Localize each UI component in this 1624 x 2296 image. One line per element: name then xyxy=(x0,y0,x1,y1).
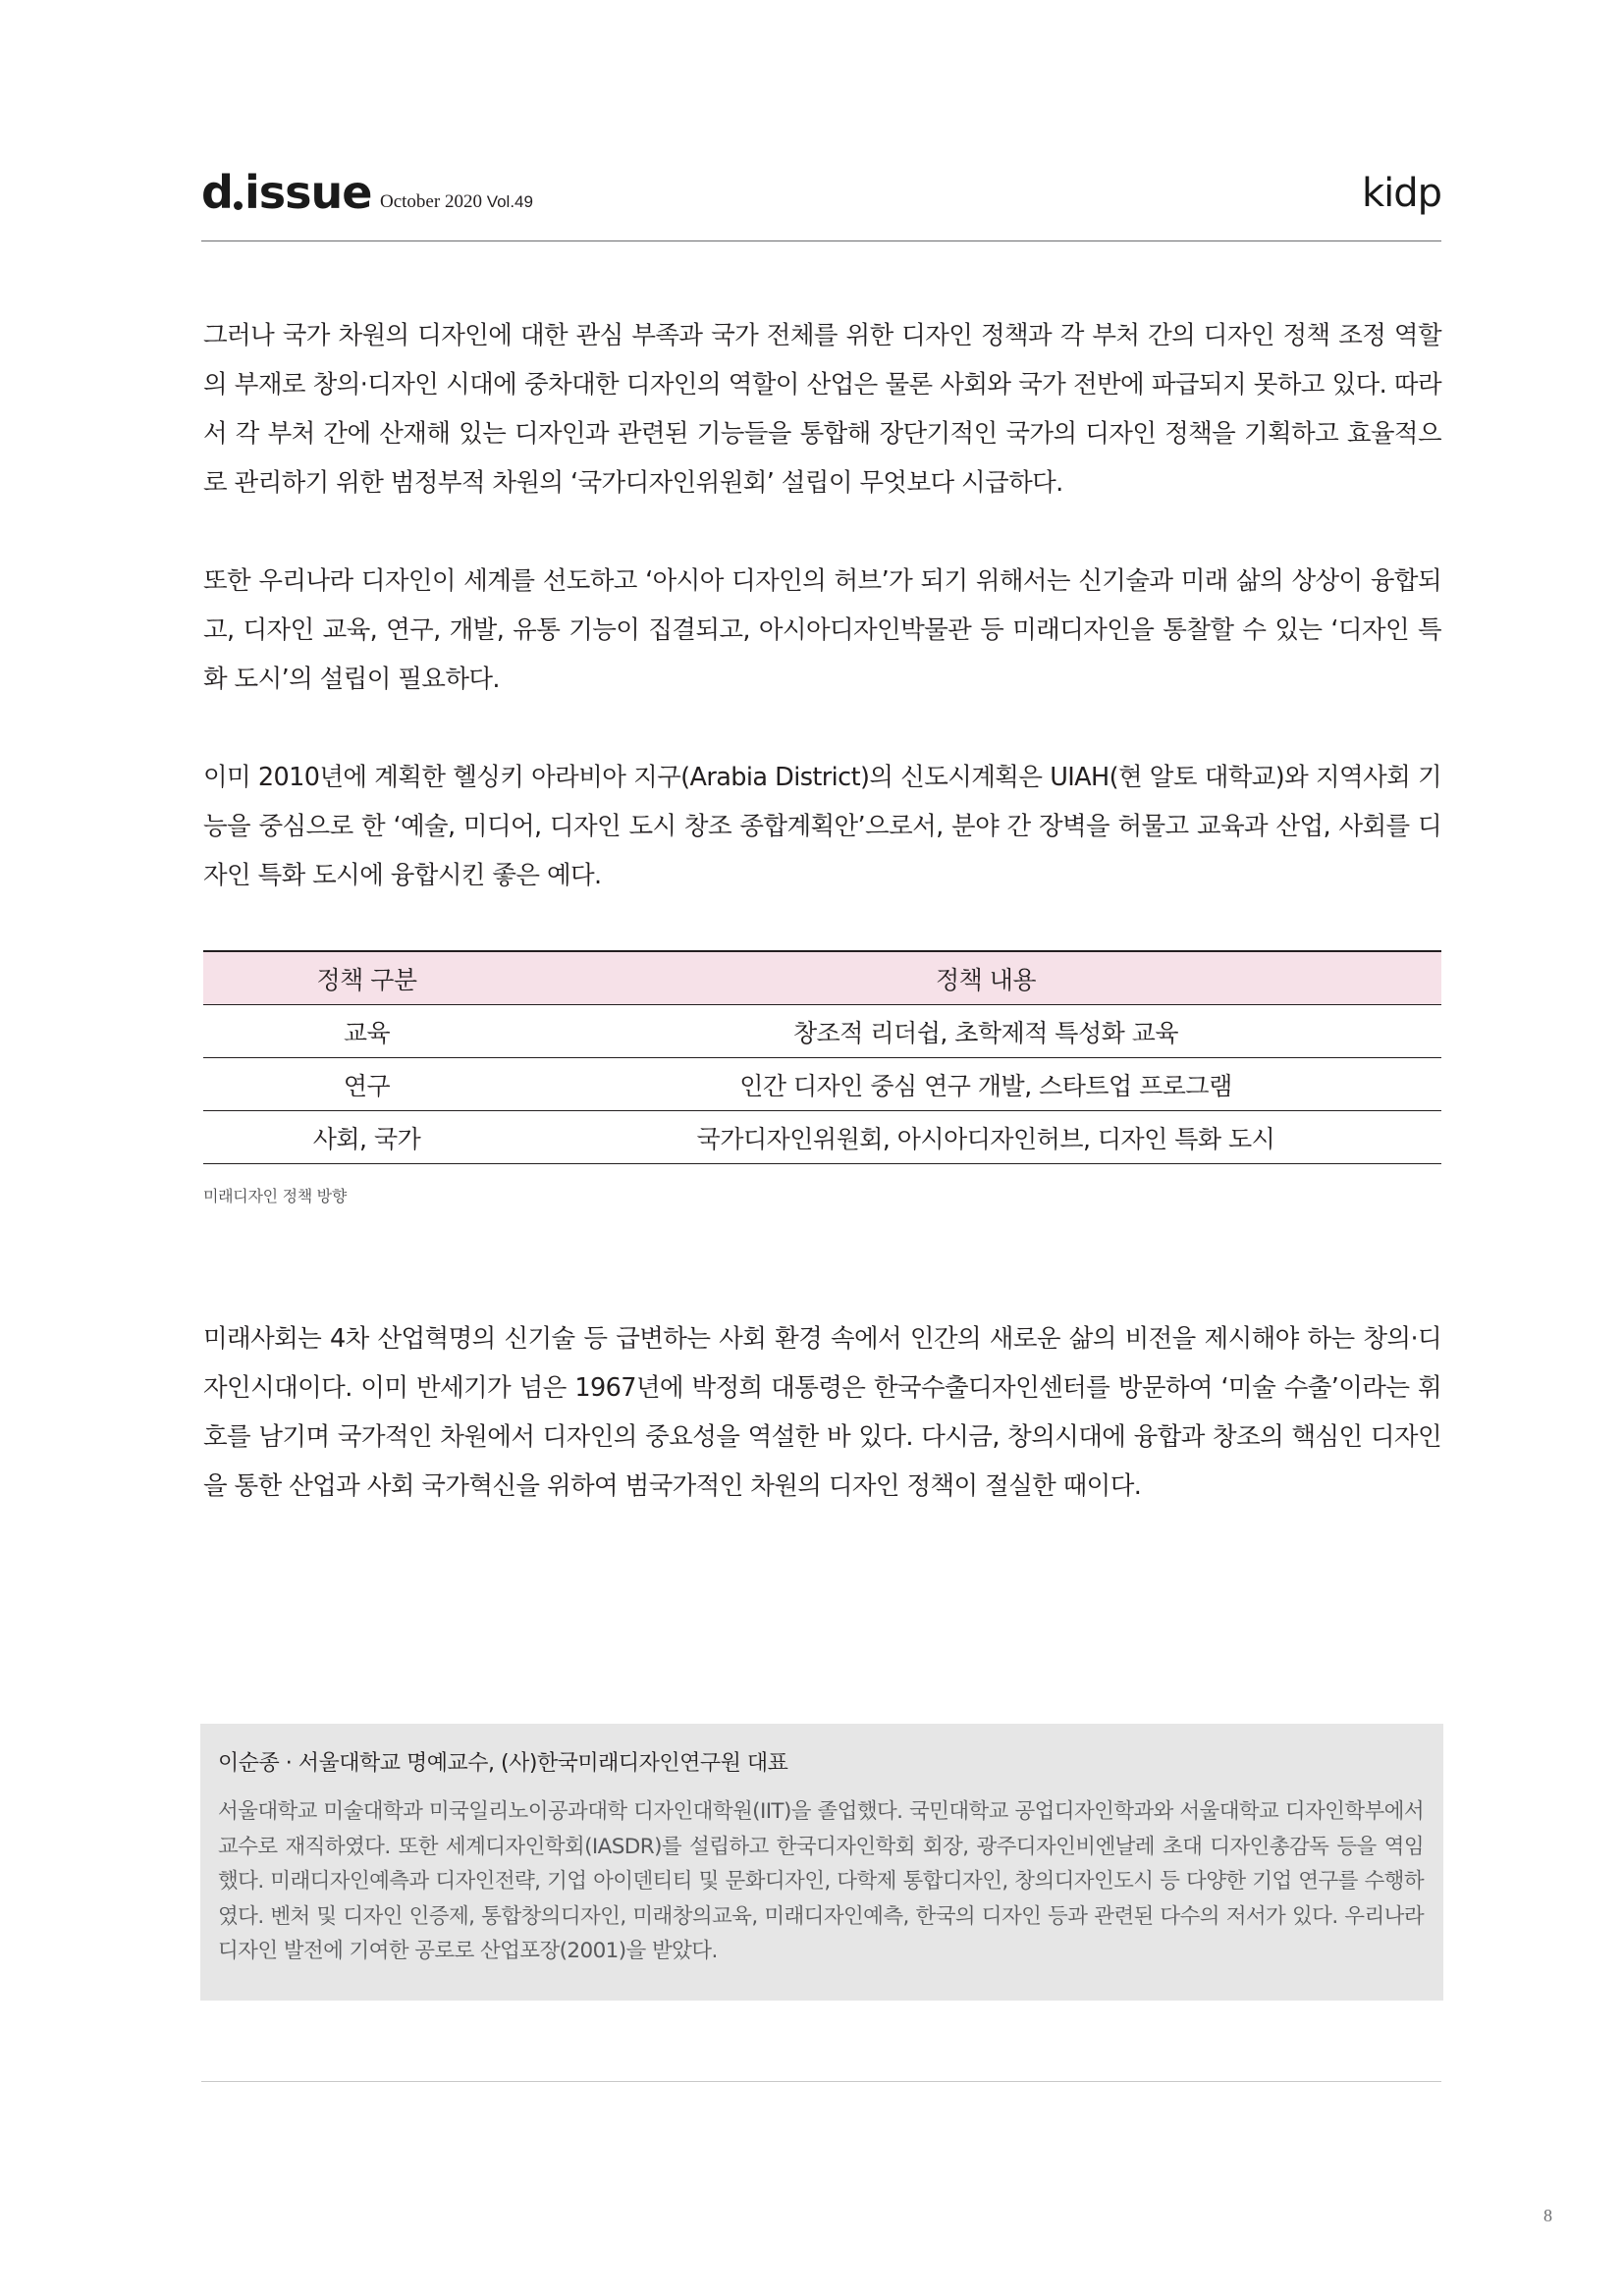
author-info-box xyxy=(200,1724,1443,2001)
issue-volume: Vol.49 xyxy=(486,192,533,211)
table-caption: 미래디자인 정책 방향 xyxy=(203,1187,347,1205)
body-paragraph-3: 이미 2010년에 계획한 헬싱키 아라비아 지구(Arabia District)의 신도시계획은 UIAH(현 알토 대학교)와 지역사회 기능을 중심으로 한 ‘예술, 미디어, 디자인 도시 창조 종합계획안’으로서, 분야 간 장벽을 허물고 교육과 산업, 사회를 디자인 특화 도시에 융합시킨 좋은 예다. xyxy=(203,763,1441,890)
body-paragraph-1: 그러나 국가 차원의 디자인에 대한 관심 부족과 국가 전체를 위한 디자인 정책과 각 부처 간의 디자인 정책 조정 역할의 부재로 창의·디자인 시대에 중차대한 디자인의 역할이 산업은 물론 사회와 국가 전반에 파급되지 못하고 있다. 따라서 각 부처 간에 산재해 있는 디자인과 관련된 기능들을 통합해 장단기적인 국가의 디자인 정책을 기획하고 효율적으로 관리하기 위한 범정부적 차원의 ‘국가디자인위원회’ 설립이 무엇보다 시급하다. xyxy=(203,321,1441,498)
body-paragraph-2: 또한 우리나라 디자인이 세계를 선도하고 ‘아시아 디자인의 허브’가 되기 위해서는 신기술과 미래 삶의 상상이 융합되고, 디자인 교육, 연구, 개발, 유통 기능이 집결되고, 아시아디자인박물관 등 미래디자인을 통찰할 수 있는 ‘디자인 특화 도시’의 설립이 필요하다. xyxy=(203,566,1441,694)
table-cell-content: 인간 디자인 중심 연구 개발, 스타트업 프로그램 xyxy=(739,1071,1232,1100)
issue-month: October 2020 xyxy=(380,191,482,212)
policy-table xyxy=(203,950,1441,1164)
table-row xyxy=(203,1005,1441,1058)
table-cell-category: 사회, 국가 xyxy=(312,1124,421,1153)
table-cell-category: 교육 xyxy=(343,1018,391,1047)
page-header xyxy=(201,165,1441,241)
brand-logo xyxy=(201,165,371,220)
footer-divider xyxy=(201,2081,1441,2082)
body-paragraph-4: 미래사회는 4차 산업혁명의 신기술 등 급변하는 사회 환경 속에서 인간의 새로운 삶의 비전을 제시해야 하는 창의·디자인시대이다. 이미 반세기가 넘은 1967년에 박정희 대통령은 한국수출디자인센터를 방문하여 ‘미술 수출’이라는 휘호를 남기며 국가적인 차원에서 디자인의 중요성을 역설한 바 있다. 다시금, 창의시대에 융합과 창조의 핵심인 디자인을 통한 산업과 사회 국가혁신을 위하여 범국가적인 차원의 디자인 정책이 절실한 때이다. xyxy=(203,1324,1441,1501)
table-cell-content: 국가디자인위원회, 아시아디자인허브, 디자인 특화 도시 xyxy=(696,1124,1275,1153)
table-header-row xyxy=(203,951,1441,1005)
table-header-category: 정책 구분 xyxy=(316,965,417,994)
kidp-logo: kidp xyxy=(1361,171,1441,216)
table-row xyxy=(203,1058,1441,1111)
table-cell-content: 창조적 리더쉽, 초학제적 특성화 교육 xyxy=(793,1018,1178,1047)
table-row xyxy=(203,1111,1441,1164)
table-header-content: 정책 내용 xyxy=(935,965,1037,994)
header-divider xyxy=(201,240,1441,241)
issue-date xyxy=(380,190,533,214)
brand-dot xyxy=(234,201,243,210)
table-cell-category: 연구 xyxy=(343,1071,391,1100)
page-number: 8 xyxy=(1543,2206,1552,2225)
brand-suffix: issue xyxy=(244,166,372,219)
author-bio: 서울대학교 미술대학과 미국일리노이공과대학 디자인대학원(IIT)을 졸업했다. 국민대학교 공업디자인학과와 서울대학교 디자인학부에서 교수로 재직하였다. 또한 세계디자인학회(IASDR)를 설립하고 한국디자인학회 회장, 광주디자인비엔날레 초대 디자인총감독 등을 역임했다. 미래디자인예측과 디자인전략, 기업 아이덴티티 및 문화디자인, 다학제 통합디자인, 창의디자인도시 등 다양한 기업 연구를 수행하였다. 벤처 및 디자인 인증제, 통합창의디자인, 미래창의교육, 미래디자인예측, 한국의 디자인 등과 관련된 다수의 저서가 있다. 우리나라 디자인 발전에 기여한 공로로 산업포장(2001)을 받았다. xyxy=(218,1799,1424,1963)
author-name: 이순종 · 서울대학교 명예교수, (사)한국미래디자인연구원 대표 xyxy=(218,1751,788,1776)
brand-prefix: d xyxy=(201,166,233,219)
